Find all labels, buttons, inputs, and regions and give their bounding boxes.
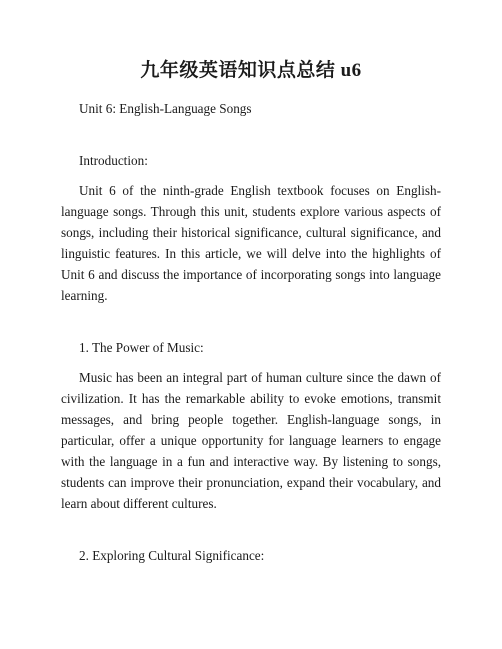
section-1-heading: 1. The Power of Music: bbox=[79, 340, 204, 355]
document-title: 九年级英语知识点总结 u6 bbox=[140, 60, 362, 81]
introduction-heading: Introduction: bbox=[79, 153, 148, 168]
section-2-heading: 2. Exploring Cultural Significance: bbox=[79, 548, 265, 563]
unit-heading: Unit 6: English-Language Songs bbox=[79, 101, 252, 116]
introduction-paragraph: Unit 6 of the ninth-grade English textbook focuses on English-language songs. Through this unit, students explore various aspects of songs, including their historical significance, cultural significance, and linguistic features. In this article, we will delve into the highlights of Unit 6 and discuss the importance of incorporating songs into language learning. bbox=[61, 183, 441, 303]
section-1-paragraph: Music has been an integral part of human culture since the dawn of civilization. It has the remarkable ability to evoke emotions, transmit messages, and bring people together. English-language songs, in particular, offer a unique opportunity for language learners to engage with the language in a fun and interactive way. By listening to songs, students can improve their pronunciation, expand their vocabulary, and learn about different cultures. bbox=[61, 370, 441, 511]
